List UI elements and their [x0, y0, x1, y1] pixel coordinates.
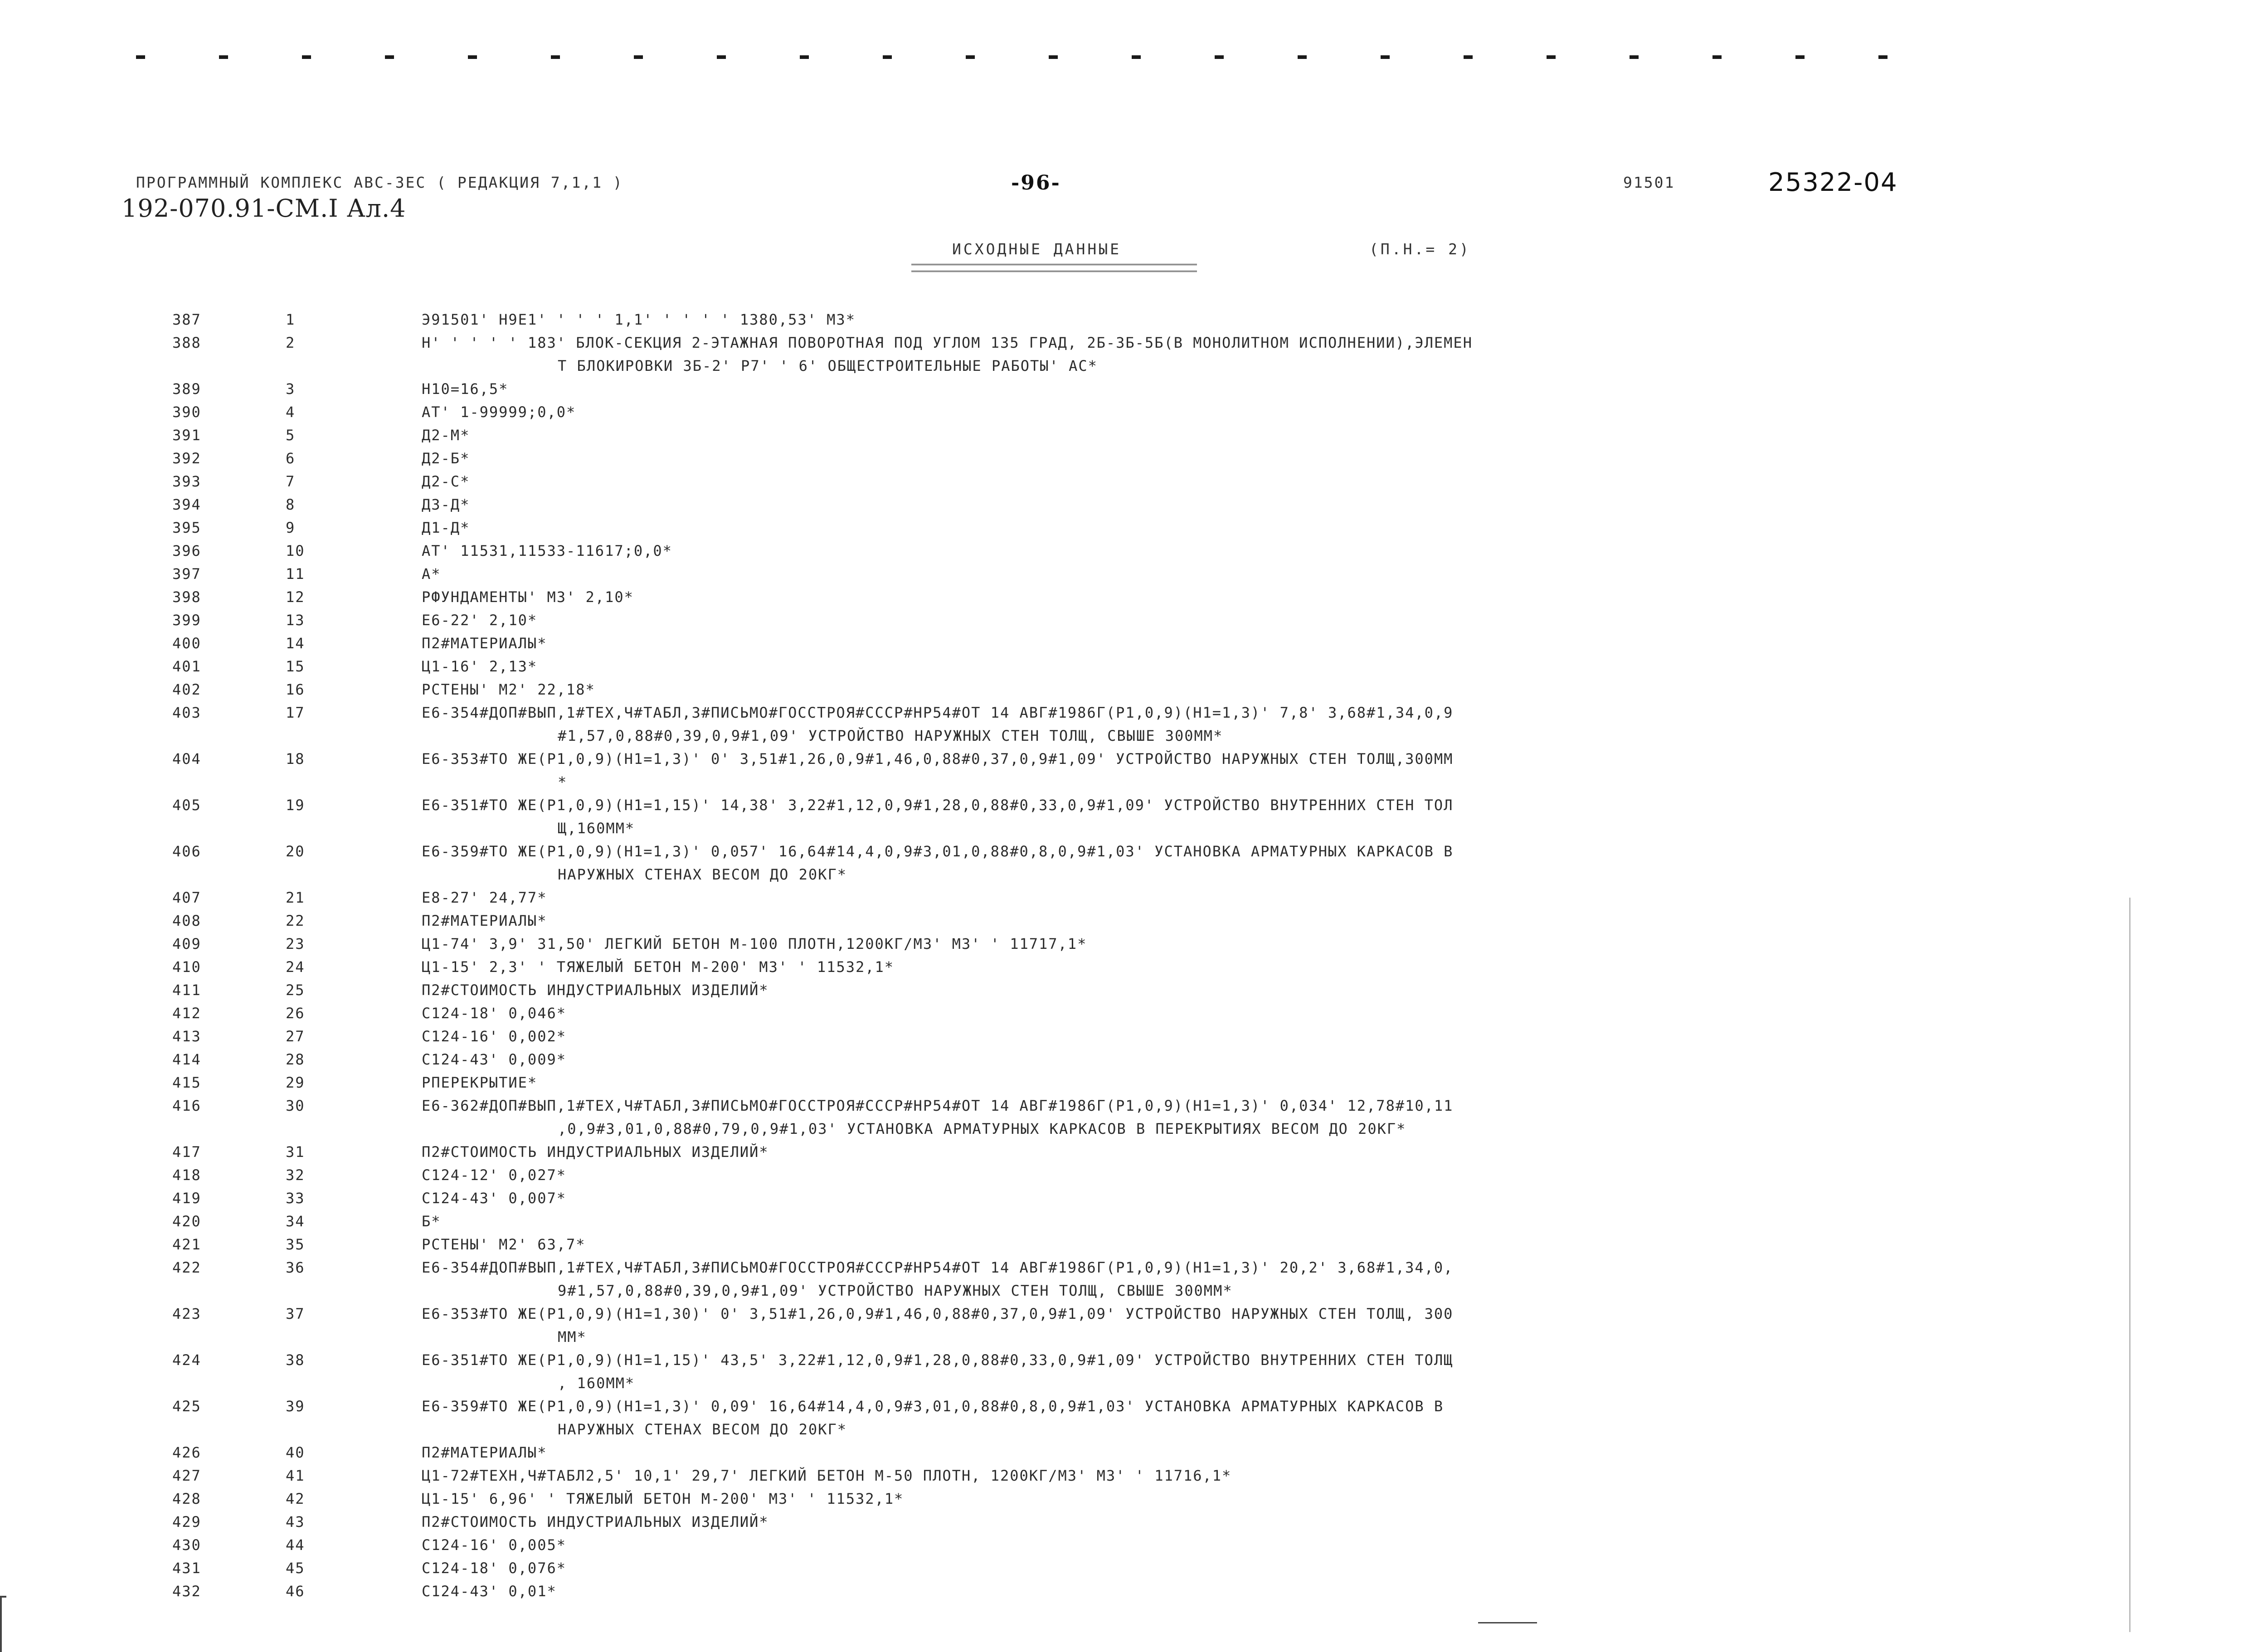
line-number: 401 [172, 658, 201, 675]
listing-row [0, 447, 2267, 470]
statement-text-line: Ц1-16' 2,13* [422, 658, 538, 675]
listing-row [0, 1048, 2267, 1071]
statement-text [422, 1464, 1904, 1487]
statement-number: 37 [286, 1305, 305, 1322]
statement-text [422, 956, 1904, 979]
statement-number: 11 [286, 565, 305, 583]
statement-text-line: Ц1-15' 2,3' ' ТЯЖЕЛЫЙ БЕТОН М-200' М3' ' 11532,1* [422, 958, 895, 976]
statement-number: 43 [286, 1513, 305, 1531]
statement-text-line: Е6-22' 2,10* [422, 612, 538, 629]
line-number: 424 [172, 1351, 201, 1369]
statement-text [422, 794, 1904, 840]
statement-text-line: С124-18' 0,046* [422, 1005, 566, 1022]
section-pn: (П.Н.= 2) [1369, 240, 1471, 258]
statement-number: 46 [286, 1583, 305, 1600]
statement-number: 15 [286, 658, 305, 675]
document-number: 25322-04 [1768, 168, 1898, 197]
statement-number: 9 [286, 519, 296, 536]
line-number: 428 [172, 1490, 201, 1507]
statement-number: 22 [286, 912, 305, 929]
listing-row [0, 516, 2267, 539]
statement-text-line: П2#МАТЕРИАЛЫ* [422, 635, 547, 652]
statement-text-line: Е6-351#ТО ЖЕ(Р1,0,9)(Н1=1,15)' 43,5' 3,22#1,12,0,9#1,28,0,88#0,33,0,9#1,09' УСТРОЙСТВО ВНУТРЕННИХ СТЕН ТОЛЩ [422, 1351, 1454, 1369]
line-number: 417 [172, 1143, 201, 1161]
statement-text-line: А* [422, 565, 441, 583]
statement-number: 12 [286, 588, 305, 606]
line-number: 413 [172, 1028, 201, 1045]
listing-row [0, 1441, 2267, 1464]
line-number: 405 [172, 797, 201, 814]
listing-row [0, 586, 2267, 609]
footer-line-mark [1478, 1622, 1537, 1623]
statement-text-line: С124-16' 0,002* [422, 1028, 566, 1045]
listing-row [0, 840, 2267, 886]
statement-continuation: НАРУЖНЫХ СТЕНАХ ВЕСОМ ДО 20КГ* [558, 866, 847, 883]
statement-text [422, 447, 1904, 470]
line-number: 396 [172, 542, 201, 559]
statement-text [422, 378, 1904, 401]
statement-text-line: С124-43' 0,007* [422, 1190, 566, 1207]
listing-row [0, 748, 2267, 794]
statement-text-line: Е6-353#ТО ЖЕ(Р1,0,9)(Н1=1,30)' 0' 3,51#1,26,0,9#1,46,0,88#0,37,0,9#1,09' УСТРОЙСТВО НАРУЖНЫХ СТЕН ТОЛЩ, 300 [422, 1305, 1454, 1322]
statement-continuation: Щ,160ММ* [558, 820, 635, 837]
statement-text [422, 1210, 1904, 1233]
statement-number: 24 [286, 958, 305, 976]
statement-text [422, 470, 1904, 493]
listing-row [0, 678, 2267, 701]
line-number: 426 [172, 1444, 201, 1461]
listing-row [0, 1580, 2267, 1603]
listing-row [0, 1395, 2267, 1441]
statement-continuation: #1,57,0,88#0,39,0,9#1,09' УСТРОЙСТВО НАРУЖНЫХ СТЕН ТОЛЩ, СВЫШЕ 300ММ* [558, 727, 1223, 744]
line-number: 430 [172, 1536, 201, 1554]
listing-row [0, 1187, 2267, 1210]
line-number: 414 [172, 1051, 201, 1068]
statement-text-line: Е6-362#ДОП#ВЫП,1#ТЕХ,Ч#ТАБЛ,3#ПИСЬМО#ГОССТРОЯ#СССР#НР54#ОТ 14 АВГ#1986Г(Р1,0,9)(Н1=1,3)' 0,034' 12,78#10,11 [422, 1097, 1454, 1114]
statement-text [422, 840, 1904, 886]
statement-number: 10 [286, 542, 305, 559]
line-number: 421 [172, 1236, 201, 1253]
listing-row [0, 1141, 2267, 1164]
statement-text-line: П2#СТОИМОСТЬ ИНДУСТРИАЛЬНЫХ ИЗДЕЛИЙ* [422, 1513, 769, 1531]
statement-text-line: Е6-353#ТО ЖЕ(Р1,0,9)(Н1=1,3)' 0' 3,51#1,26,0,9#1,46,0,88#0,37,0,9#1,09' УСТРОЙСТВО НАРУЖНЫХ СТЕН ТОЛЩ,300ММ [422, 750, 1454, 768]
listing-row [0, 609, 2267, 632]
line-number: 432 [172, 1583, 201, 1600]
statement-text-line: Ц1-15' 6,96' ' ТЯЖЕЛЫЙ БЕТОН М-200' М3' ' 11532,1* [422, 1490, 904, 1507]
line-number: 409 [172, 935, 201, 952]
statement-text-line: С124-43' 0,009* [422, 1051, 566, 1068]
listing-row [0, 1557, 2267, 1580]
section-title: ИСХОДНЫЕ ДАННЫЕ [952, 240, 1122, 258]
statement-number: 30 [286, 1097, 305, 1114]
statement-number: 40 [286, 1444, 305, 1461]
statement-text-line: С124-18' 0,076* [422, 1560, 566, 1577]
statement-continuation: 9#1,57,0,88#0,39,0,9#1,09' УСТРОЙСТВО НАРУЖНЫХ СТЕН ТОЛЩ, СВЫШЕ 300ММ* [558, 1282, 1233, 1299]
statement-number: 14 [286, 635, 305, 652]
statement-number: 42 [286, 1490, 305, 1507]
line-number: 410 [172, 958, 201, 976]
line-number: 422 [172, 1259, 201, 1276]
statement-number: 33 [286, 1190, 305, 1207]
statement-text [422, 563, 1904, 586]
statement-number: 18 [286, 750, 305, 768]
listing-row [0, 1094, 2267, 1141]
statement-number: 17 [286, 704, 305, 721]
listing-row [0, 563, 2267, 586]
statement-number: 35 [286, 1236, 305, 1253]
line-number: 399 [172, 612, 201, 629]
section-title-underline [911, 264, 1197, 272]
statement-number: 19 [286, 797, 305, 814]
listing-row [0, 493, 2267, 516]
listing-row [0, 1511, 2267, 1534]
statement-number: 1 [286, 311, 296, 328]
document-stamp: 192-070.91-СМ.I Ал.4 [122, 194, 406, 223]
statement-text [422, 1534, 1904, 1557]
statement-text [422, 1187, 1904, 1210]
program-header: ПРОГРАММНЫЙ КОМПЛЕКС АВС-3ЕС ( РЕДАКЦИЯ 7,1,1 ) [136, 174, 623, 191]
line-number: 427 [172, 1467, 201, 1484]
line-number: 389 [172, 380, 201, 398]
statement-text-line: П2#СТОИМОСТЬ ИНДУСТРИАЛЬНЫХ ИЗДЕЛИЙ* [422, 981, 769, 999]
left-bracket-mark [0, 1596, 6, 1652]
listing-row [0, 1002, 2267, 1025]
statement-text-line: Б* [422, 1213, 441, 1230]
statement-text [422, 1094, 1904, 1141]
statement-text-line: РСТЕНЫ' М2' 63,7* [422, 1236, 586, 1253]
statement-text [422, 979, 1904, 1002]
statement-text [422, 1580, 1904, 1603]
statement-text [422, 1487, 1904, 1511]
listing-row [0, 933, 2267, 956]
statement-number: 4 [286, 403, 296, 421]
line-number: 420 [172, 1213, 201, 1230]
listing-row [0, 378, 2267, 401]
statement-text [422, 1511, 1904, 1534]
statement-text [422, 424, 1904, 447]
listing-row [0, 794, 2267, 840]
statement-text-line: Н10=16,5* [422, 380, 509, 398]
line-number: 429 [172, 1513, 201, 1531]
statement-text [422, 1002, 1904, 1025]
line-number: 390 [172, 403, 201, 421]
line-number: 395 [172, 519, 201, 536]
statement-number: 23 [286, 935, 305, 952]
listing-row [0, 424, 2267, 447]
statement-text-line: Д3-Д* [422, 496, 470, 513]
statement-text-line: С124-16' 0,005* [422, 1536, 566, 1554]
statement-text [422, 701, 1904, 748]
line-number: 387 [172, 311, 201, 328]
statement-number: 21 [286, 889, 305, 906]
statement-number: 32 [286, 1166, 305, 1184]
listing-row [0, 909, 2267, 933]
statement-text [422, 1048, 1904, 1071]
statement-number: 5 [286, 427, 296, 444]
statement-text-line: Ц1-74' 3,9' 31,50' ЛЕГКИЙ БЕТОН М-100 ПЛОТН,1200КГ/М3' М3' ' 11717,1* [422, 935, 1087, 952]
line-number: 407 [172, 889, 201, 906]
statement-text-line: П2#МАТЕРИАЛЫ* [422, 1444, 547, 1461]
statement-number: 45 [286, 1560, 305, 1577]
line-number: 392 [172, 450, 201, 467]
statement-continuation: , 160ММ* [558, 1375, 635, 1392]
statement-number: 28 [286, 1051, 305, 1068]
statement-text [422, 516, 1904, 539]
statement-text [422, 933, 1904, 956]
listing-row [0, 1534, 2267, 1557]
listing-row [0, 1233, 2267, 1256]
statement-text [422, 1349, 1904, 1395]
line-number: 388 [172, 334, 201, 351]
statement-text [422, 609, 1904, 632]
statement-text-line: Е6-354#ДОП#ВЫП,1#ТЕХ,Ч#ТАБЛ,3#ПИСЬМО#ГОССТРОЯ#СССР#НР54#ОТ 14 АВГ#1986Г(Р1,0,9)(Н1=1,3)' 7,8' 3,68#1,34,0,9 [422, 704, 1454, 721]
statement-number: 7 [286, 473, 296, 490]
line-number: 412 [172, 1005, 201, 1022]
statement-number: 16 [286, 681, 305, 698]
line-number: 423 [172, 1305, 201, 1322]
statement-number: 8 [286, 496, 296, 513]
line-number: 415 [172, 1074, 201, 1091]
statement-text [422, 1071, 1904, 1094]
listing-row [0, 539, 2267, 563]
statement-number: 2 [286, 334, 296, 351]
statement-text-line: С124-43' 0,01* [422, 1583, 557, 1600]
listing-row [0, 886, 2267, 909]
statement-text [422, 678, 1904, 701]
listing-row [0, 1464, 2267, 1487]
right-margin-line [2129, 898, 2131, 1632]
listing-row [0, 1071, 2267, 1094]
statement-text [422, 655, 1904, 678]
listing-row [0, 470, 2267, 493]
statement-text-line: Д2-Б* [422, 450, 470, 467]
statement-text [422, 539, 1904, 563]
statement-text [422, 586, 1904, 609]
listing-row [0, 1349, 2267, 1395]
statement-number: 38 [286, 1351, 305, 1369]
line-number: 402 [172, 681, 201, 698]
statement-text [422, 1025, 1904, 1048]
statement-text-line: Е6-354#ДОП#ВЫП,1#ТЕХ,Ч#ТАБЛ,3#ПИСЬМО#ГОССТРОЯ#СССР#НР54#ОТ 14 АВГ#1986Г(Р1,0,9)(Н1=1,3)' 20,2' 3,68#1,34,0, [422, 1259, 1454, 1276]
line-number: 391 [172, 427, 201, 444]
statement-text-line: Э91501' Н9Е1' ' ' ' 1,1' ' ' ' ' 1380,53' М3* [422, 311, 856, 328]
statement-text [422, 331, 1904, 378]
statement-text-line: АТ' 11531,11533-11617;0,0* [422, 542, 672, 559]
statement-text [422, 632, 1904, 655]
statement-number: 41 [286, 1467, 305, 1484]
statement-continuation: * [558, 773, 568, 791]
top-dash-row [136, 55, 1904, 64]
statement-number: 36 [286, 1259, 305, 1276]
listing-row [0, 1487, 2267, 1511]
statement-text-line: АТ' 1-99999;0,0* [422, 403, 576, 421]
statement-text-line: РФУНДАМЕНТЫ' М3' 2,10* [422, 588, 634, 606]
statement-text [422, 308, 1904, 331]
statement-text-line: Д1-Д* [422, 519, 470, 536]
statement-number: 27 [286, 1028, 305, 1045]
listing-row [0, 632, 2267, 655]
line-number: 403 [172, 704, 201, 721]
listing-row [0, 1025, 2267, 1048]
listing-row [0, 1210, 2267, 1233]
page-number: -96- [1011, 171, 1061, 194]
statement-number: 34 [286, 1213, 305, 1230]
statement-number: 26 [286, 1005, 305, 1022]
statement-text [422, 909, 1904, 933]
statement-text-line: Е6-359#ТО ЖЕ(Р1,0,9)(Н1=1,3)' 0,09' 16,64#14,4,0,9#3,01,0,88#0,8,0,9#1,03' УСТАНОВКА АРМАТУРНЫХ КАРКАСОВ В [422, 1398, 1444, 1415]
statement-text [422, 1557, 1904, 1580]
line-number: 411 [172, 981, 201, 999]
listing-row [0, 1302, 2267, 1349]
statement-text-line: П2#СТОИМОСТЬ ИНДУСТРИАЛЬНЫХ ИЗДЕЛИЙ* [422, 1143, 769, 1161]
line-number: 431 [172, 1560, 201, 1577]
line-number: 393 [172, 473, 201, 490]
listing-row [0, 1164, 2267, 1187]
statement-text [422, 401, 1904, 424]
statement-text [422, 1302, 1904, 1349]
statement-continuation: НАРУЖНЫХ СТЕНАХ ВЕСОМ ДО 20КГ* [558, 1421, 847, 1438]
statement-number: 39 [286, 1398, 305, 1415]
statement-number: 44 [286, 1536, 305, 1554]
listing-row [0, 331, 2267, 378]
statement-number: 31 [286, 1143, 305, 1161]
statement-text-line: РПЕРЕКРЫТИЕ* [422, 1074, 538, 1091]
statement-number: 25 [286, 981, 305, 999]
statement-continuation: ,0,9#3,01,0,88#0,79,0,9#1,03' УСТАНОВКА АРМАТУРНЫХ КАРКАСОВ В ПЕРЕКРЫТИЯХ ВЕСОМ ДО 20КГ* [558, 1120, 1406, 1137]
line-number: 425 [172, 1398, 201, 1415]
statement-text [422, 1164, 1904, 1187]
line-number: 416 [172, 1097, 201, 1114]
line-number: 400 [172, 635, 201, 652]
statement-text-line: Ц1-72#ТЕХН,Ч#ТАБЛ2,5' 10,1' 29,7' ЛЕГКИЙ БЕТОН М-50 ПЛОТН, 1200КГ/М3' М3' ' 11716,1* [422, 1467, 1232, 1484]
statement-number: 29 [286, 1074, 305, 1091]
object-code: 91501 [1623, 174, 1675, 191]
listing-row [0, 401, 2267, 424]
listing-row [0, 956, 2267, 979]
statement-text [422, 748, 1904, 794]
line-number: 408 [172, 912, 201, 929]
statement-text-line: Е6-359#ТО ЖЕ(Р1,0,9)(Н1=1,3)' 0,057' 16,64#14,4,0,9#3,01,0,88#0,8,0,9#1,03' УСТАНОВКА АРМАТУРНЫХ КАРКАСОВ В [422, 843, 1454, 860]
statement-text-line: Д2-М* [422, 427, 470, 444]
statement-text [422, 1441, 1904, 1464]
statement-continuation: ММ* [558, 1328, 587, 1346]
line-number: 418 [172, 1166, 201, 1184]
statement-number: 20 [286, 843, 305, 860]
listing-row [0, 1256, 2267, 1302]
line-number: 398 [172, 588, 201, 606]
line-number: 406 [172, 843, 201, 860]
line-number: 419 [172, 1190, 201, 1207]
listing-row [0, 701, 2267, 748]
statement-text [422, 1256, 1904, 1302]
listing-row [0, 308, 2267, 331]
statement-text [422, 1141, 1904, 1164]
line-number: 404 [172, 750, 201, 768]
line-number: 394 [172, 496, 201, 513]
statement-number: 3 [286, 380, 296, 398]
listing-row [0, 655, 2267, 678]
statement-text-line: С124-12' 0,027* [422, 1166, 566, 1184]
statement-text [422, 493, 1904, 516]
statement-text [422, 1395, 1904, 1441]
statement-text-line: Н' ' ' ' ' 183' БЛОК-СЕКЦИЯ 2-ЭТАЖНАЯ ПОВОРОТНАЯ ПОД УГЛОМ 135 ГРАД, 2Б-3Б-5Б(В МОНОЛИТНОМ ИСПОЛНЕНИИ),ЭЛЕМЕН [422, 334, 1473, 351]
statement-text-line: Д2-С* [422, 473, 470, 490]
listing-row [0, 979, 2267, 1002]
statement-text [422, 1233, 1904, 1256]
statement-number: 6 [286, 450, 296, 467]
statement-text-line: Е6-351#ТО ЖЕ(Р1,0,9)(Н1=1,15)' 14,38' 3,22#1,12,0,9#1,28,0,88#0,33,0,9#1,09' УСТРОЙСТВО ВНУТРЕННИХ СТЕН ТОЛ [422, 797, 1454, 814]
data-listing [0, 308, 2267, 1603]
statement-text-line: П2#МАТЕРИАЛЫ* [422, 912, 547, 929]
statement-text-line: Е8-27' 24,77* [422, 889, 547, 906]
statement-number: 13 [286, 612, 305, 629]
statement-text-line: РСТЕНЫ' М2' 22,18* [422, 681, 595, 698]
statement-continuation: Т БЛОКИРОВКИ ЗБ-2' Р7' ' 6' ОБЩЕСТРОИТЕЛЬНЫЕ РАБОТЫ' АС* [558, 357, 1098, 374]
statement-text [422, 886, 1904, 909]
line-number: 397 [172, 565, 201, 583]
